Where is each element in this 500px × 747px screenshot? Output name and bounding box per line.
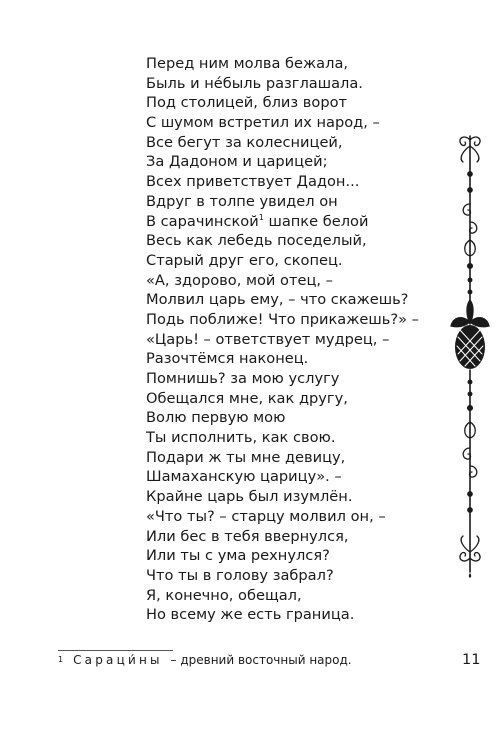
poem-line: Старый друг его, скопец.: [146, 251, 343, 269]
poem-text: [146, 54, 436, 625]
poem-line: Шамаханскую царицу». –: [146, 468, 342, 486]
poem-line: Подари ж ты мне девицу,: [146, 448, 346, 466]
poem-line: «Царь! – ответствует мудрец, –: [146, 330, 390, 348]
poem-line: Ты исполнить, как свою.: [146, 429, 336, 447]
poem-line: За Дадоном и царицей;: [146, 153, 328, 171]
poem-line-start: В сарачинской: [146, 212, 259, 230]
poem-line: С шумом встретил их народ, –: [146, 114, 380, 132]
footnote-number: 1: [58, 655, 64, 664]
poem-line: Под столицей, близ ворот: [146, 94, 348, 112]
poem-line: «А, здорово, мой отец, –: [146, 271, 333, 289]
poem-line: Весь как лебедь поседелый,: [146, 232, 367, 250]
footnote-reference[interactable]: 1: [258, 212, 264, 222]
decorative-ornament-border: [447, 132, 493, 582]
poem-line: Или ты с ума рехнулся?: [146, 547, 330, 565]
poem-line: Перед ним молва бежала,: [146, 55, 349, 72]
poem-line: Но всему же есть граница.: [146, 606, 355, 624]
poem-line: Молвил царь ему, – что скажешь?: [146, 291, 409, 309]
poem-line-with-footnote: [146, 212, 436, 232]
footnote-term: Сараци́ны: [73, 653, 163, 667]
poem-line: Быль и нéбыль разглашала.: [146, 74, 363, 92]
poem-line: Волю первую мою: [146, 409, 286, 427]
footnote-divider: [58, 650, 173, 651]
poem-line: Обещался мне, как другу,: [146, 389, 348, 407]
poem-line: Помнишь? за мою услугу: [146, 370, 340, 387]
poem-line: Разочтёмся наконец.: [146, 350, 309, 368]
poem-line: Подь поближе! Что прикажешь?» –: [146, 310, 419, 328]
poem-line: «Что ты? – старцу молвил он, –: [146, 507, 386, 525]
poem-line: Что ты в голову забрал?: [146, 566, 334, 584]
poem-line: Все бегут за колесницей,: [146, 133, 343, 151]
poem-line: Вдруг в толпе увидел он: [146, 192, 338, 210]
poem-line-end: шапке белой: [263, 212, 369, 230]
footnote-definition: – древний восточный народ.: [170, 653, 352, 667]
poem-line: Или бес в тебя ввернулся,: [146, 527, 349, 545]
poem-line: Всех приветствует Дадон...: [146, 173, 360, 191]
footnote: [58, 652, 352, 668]
poem-line: Я, конечно, обещал,: [146, 586, 302, 604]
poem-line: Крайне царь был изумлён.: [146, 488, 353, 506]
page-number: 11: [462, 652, 481, 668]
